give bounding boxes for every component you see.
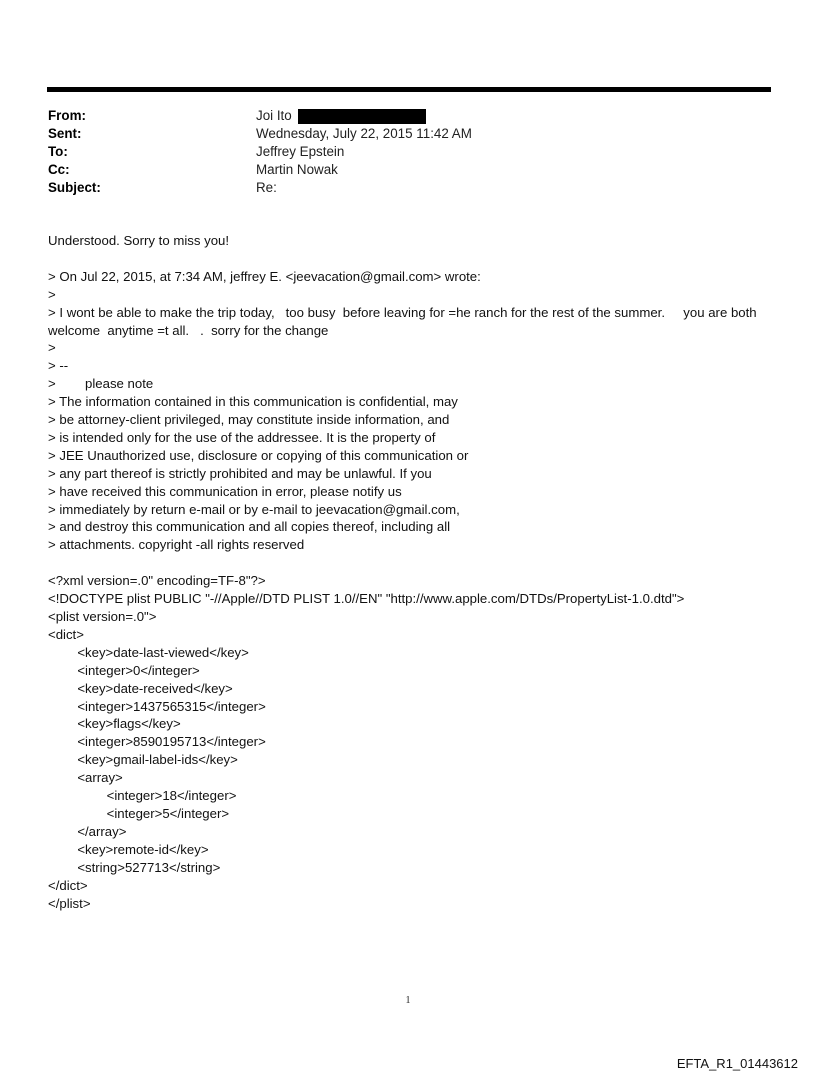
to-value: Jeffrey Epstein [256, 144, 345, 159]
xml-line: <string>527713</string> [48, 859, 221, 875]
quoted-line: > attachments. copyright -all rights reserved [48, 537, 305, 553]
xml-line: <key>date-received</key> [48, 680, 233, 696]
to-label: To: [48, 144, 68, 159]
quoted-line: > I wont be able to make the trip today, too busy before leaving for =he ranch for the rest of the summer. you are both welcome anytime =t all. . sorry for the change [48, 304, 761, 338]
sent-row [48, 125, 768, 143]
from-value-container [256, 107, 426, 125]
from-value: Joi Ito [256, 108, 292, 123]
cc-value: Martin Nowak [256, 162, 338, 177]
quoted-line: > [48, 340, 56, 356]
page-number: 1 [405, 995, 411, 1006]
reply-text: Understood. Sorry to miss you! [48, 233, 230, 248]
xml-line: <key>remote-id</key> [48, 841, 209, 857]
quoted-line: > The information contained in this communication is confidential, may [48, 394, 458, 410]
spacer [48, 554, 760, 572]
quoted-line: > and destroy this communication and all copies thereof, including all [48, 519, 451, 535]
xml-line: <dict> [48, 626, 84, 642]
xml-line: <array> [48, 770, 123, 786]
subject-label: Subject: [48, 180, 101, 195]
xml-line: </plist> [48, 895, 91, 911]
document-id: EFTA_R1_01443612 [676, 1056, 798, 1071]
xml-line: </array> [48, 823, 127, 839]
xml-line: <!DOCTYPE plist PUBLIC "-//Apple//DTD PLIST 1.0//EN" "http://www.apple.com/DTDs/PropertyList-1.0.dtd"> [48, 591, 685, 607]
email-header [48, 107, 768, 197]
xml-line: <integer>0</integer> [48, 662, 200, 678]
redaction-block [298, 109, 426, 124]
quoted-line: > immediately by return e-mail or by e-mail to jeevacation@gmail.com, [48, 501, 460, 517]
xml-line: <integer>8590195713</integer> [48, 734, 266, 750]
quoted-message [48, 268, 760, 555]
xml-line: <?xml version=.0" encoding=TF-8"?> [48, 573, 266, 589]
spacer [48, 250, 760, 268]
xml-line: </dict> [48, 877, 88, 893]
xml-line: <key>flags</key> [48, 716, 181, 732]
quoted-line: > On Jul 22, 2015, at 7:34 AM, jeffrey E. <jeevacation@gmail.com> wrote: [48, 268, 481, 284]
quoted-line: > is intended only for the use of the addressee. It is the property of [48, 429, 436, 445]
to-row [48, 143, 768, 161]
quoted-line: > be attorney-client privileged, may constitute inside information, and [48, 412, 450, 428]
xml-line: <integer>5</integer> [48, 805, 230, 821]
quoted-line: > [48, 286, 56, 302]
subject-value: Re: [256, 180, 277, 195]
xml-line: <integer>18</integer> [48, 788, 237, 804]
email-body [48, 232, 760, 912]
xml-line: <key>date-last-viewed</key> [48, 644, 249, 660]
xml-line: <integer>1437565315</integer> [48, 698, 266, 714]
cc-label: Cc: [48, 162, 70, 177]
quoted-line: > JEE Unauthorized use, disclosure or copying of this communication or [48, 447, 469, 463]
sent-label: Sent: [48, 126, 82, 141]
header-rule [47, 87, 771, 92]
from-row [48, 107, 768, 125]
from-label: From: [48, 108, 86, 123]
quoted-line: > any part thereof is strictly prohibited and may be unlawful. If you [48, 465, 432, 481]
sent-value: Wednesday, July 22, 2015 11:42 AM [256, 126, 472, 141]
xml-block [48, 572, 760, 912]
quoted-line: > -- [48, 358, 69, 374]
xml-line: <key>gmail-label-ids</key> [48, 752, 238, 768]
subject-row [48, 179, 768, 197]
quoted-line: > please note [48, 376, 154, 392]
quoted-line: > have received this communication in error, please notify us [48, 483, 402, 499]
cc-row [48, 161, 768, 179]
xml-line: <plist version=.0"> [48, 609, 157, 624]
